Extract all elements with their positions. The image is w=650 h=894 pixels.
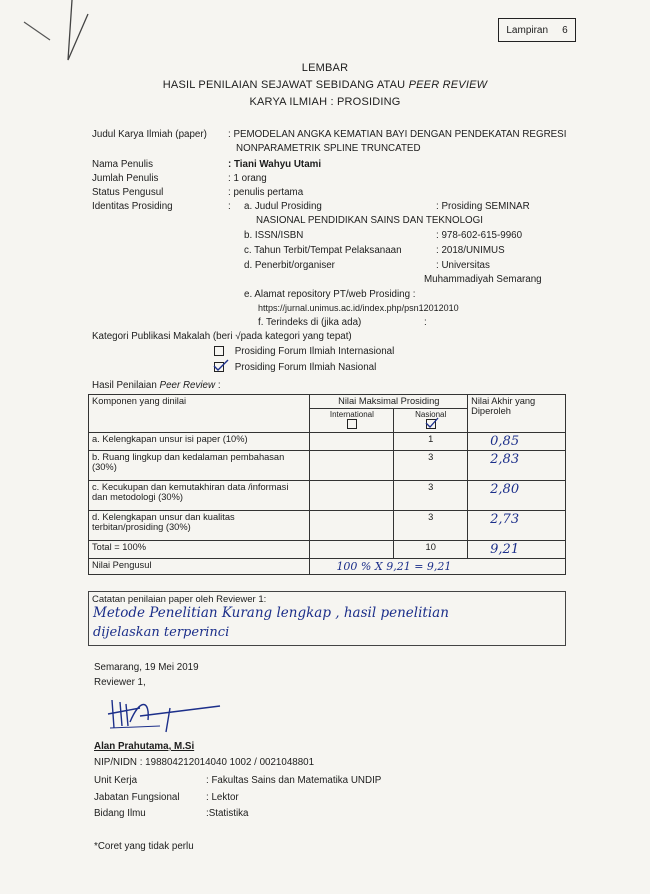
reviewer-nip: NIP/NIDN : 198804212014040 1002 / 0021048801: [94, 757, 315, 768]
jumlah-label: Jumlah Penulis: [92, 173, 159, 184]
judul-prosiding-label: a. Judul Prosiding: [244, 201, 322, 212]
header-nilai-akhir: Nilai Akhir yang Diperoleh: [468, 395, 566, 433]
check-icon: [425, 417, 439, 429]
row-nilai: 2,80: [468, 481, 566, 511]
row-nilai: 0,85: [468, 433, 566, 451]
signature: [100, 692, 240, 736]
kategori-opt1-label: Prosiding Forum Ilmiah Internasional: [234, 346, 395, 357]
table-pengusul-row: [89, 559, 566, 575]
row-max: 3: [394, 481, 468, 511]
pengusul-value: 100 % X 9,21 = 9,21: [310, 559, 566, 575]
jumlah-value: : 1 orang: [228, 173, 267, 184]
table-row: [89, 511, 566, 541]
table-row: [89, 481, 566, 511]
checkbox-table-international[interactable]: [347, 419, 357, 429]
hasil-label-colon: :: [217, 380, 221, 391]
footnote: *Coret yang tidak perlu: [94, 841, 194, 852]
judul-prosiding-value: : Prosiding SEMINAR: [436, 201, 530, 212]
header-international-label: International: [329, 410, 374, 419]
repository-url: https://jurnal.unimus.ac.id/index.php/psn12012010: [258, 303, 459, 313]
lampiran-box: [498, 18, 576, 42]
header-nasional: [394, 409, 468, 433]
row-max: 3: [394, 451, 468, 481]
title-hasil-text: HASIL PENILAIAN SEJAWAT SEBIDANG ATAU: [162, 79, 406, 91]
title-karya: KARYA ILMIAH : PROSIDING: [249, 96, 401, 108]
penerbit-label: d. Penerbit/organiser: [244, 260, 335, 271]
jabatan-value: : Lektor: [206, 792, 239, 803]
row-max: 3: [394, 511, 468, 541]
catatan-label: Catatan penilaian paper oleh Reviewer 1:: [92, 594, 267, 605]
reviewer-label: Reviewer 1,: [94, 677, 146, 688]
row-komponen: b. Ruang lingkup dan kedalaman pembahasan (30%): [89, 451, 310, 481]
penerbit-value: : Universitas: [436, 260, 490, 271]
identitas-colon: :: [228, 201, 231, 212]
table-header-row: [89, 395, 566, 409]
header-international: [310, 409, 394, 433]
header-komponen: Komponen yang dinilai: [89, 395, 310, 433]
unit-value: : Fakultas Sains dan Matematika UNDIP: [206, 775, 382, 786]
checkbox-international[interactable]: [214, 346, 224, 356]
catatan-line1: Metode Penelitian Kurang lengkap , hasil penelitian: [93, 605, 449, 621]
check-icon: [213, 359, 229, 373]
unit-label: Unit Kerja: [94, 775, 138, 786]
judul-label: Judul Karya Ilmiah (paper): [92, 129, 207, 140]
title-lembar: LEMBAR: [301, 62, 349, 74]
judul-value: : PEMODELAN ANGKA KEMATIAN BAYI DENGAN PENDEKATAN REGRESI: [228, 129, 567, 140]
total-international: [310, 541, 394, 559]
status-label: Status Pengusul: [92, 187, 164, 198]
place-date: Semarang, 19 Mei 2019: [94, 662, 199, 673]
header-nasional-label: Nasional: [415, 410, 447, 419]
total-label: Total = 100%: [89, 541, 310, 559]
penerbit-value-2: Muhammadiyah Semarang: [424, 274, 542, 285]
table-total-row: [89, 541, 566, 559]
header-nilai-max: Nilai Maksimal Prosiding: [310, 395, 468, 409]
row-max: 1: [394, 433, 468, 451]
issn-label: b. ISSN/ISBN: [244, 230, 304, 241]
total-max: 10: [394, 541, 468, 559]
status-value: : penulis pertama: [228, 187, 304, 198]
checkbox-table-nasional[interactable]: [426, 419, 436, 429]
lampiran-number: 6: [562, 24, 568, 36]
catatan-line2: dijelaskan terperinci: [93, 625, 230, 640]
identitas-label: Identitas Prosiding: [92, 201, 173, 212]
hasil-label-text: Hasil Penilaian: [92, 380, 157, 391]
row-nilai: 2,83: [468, 451, 566, 481]
hasil-label: [92, 380, 221, 391]
kategori-opt1: [214, 346, 394, 357]
row-international: [310, 481, 394, 511]
nama-label: Nama Penulis: [92, 159, 153, 170]
row-komponen: d. Kelengkapan unsur dan kualitas terbitan/prosiding (30%): [89, 511, 310, 541]
nama-value: : Tiani Wahyu Utami: [228, 159, 322, 170]
kategori-opt2-label: Prosiding Forum Ilmiah Nasional: [234, 362, 377, 373]
total-nilai: 9,21: [468, 541, 566, 559]
row-nilai: 2,73: [468, 511, 566, 541]
issn-value: : 978-602-615-9960: [436, 230, 523, 241]
checkbox-nasional[interactable]: [214, 362, 224, 372]
row-international: [310, 511, 394, 541]
lampiran-label: Lampiran: [506, 24, 549, 36]
kategori-opt2: [214, 362, 376, 373]
bidang-label: Bidang Ilmu: [94, 808, 146, 819]
judul-value-2: NONPARAMETRIK SPLINE TRUNCATED: [236, 143, 421, 154]
jabatan-label: Jabatan Fungsional: [94, 792, 180, 803]
reviewer-name: Alan Prahutama, M.Si: [94, 741, 195, 752]
row-komponen: a. Kelengkapan unsur isi paper (10%): [89, 433, 310, 451]
terindeks-label: f. Terindeks di (jika ada): [258, 317, 362, 328]
row-international: [310, 433, 394, 451]
hasil-label-italic: Peer Review: [159, 380, 216, 391]
pengusul-label: Nilai Pengusul: [89, 559, 310, 575]
catatan-box: [88, 591, 566, 646]
kategori-label: Kategori Publikasi Makalah (beri √pada kategori yang tepat): [92, 331, 352, 342]
table-row: [89, 433, 566, 451]
row-international: [310, 451, 394, 481]
title-hasil: [0, 79, 650, 91]
tahun-value: : 2018/UNIMUS: [436, 245, 505, 256]
score-table: [88, 394, 566, 575]
bidang-value: :Statistika: [206, 808, 249, 819]
title-peer-review: PEER REVIEW: [408, 79, 488, 91]
table-row: [89, 451, 566, 481]
repository-label: e. Alamat repository PT/web Prosiding :: [244, 289, 416, 300]
terindeks-value: :: [424, 317, 427, 328]
row-komponen: c. Kecukupan dan kemutakhiran data /informasi dan metodologi (30%): [89, 481, 310, 511]
tahun-label: c. Tahun Terbit/Tempat Pelaksanaan: [244, 245, 402, 256]
judul-prosiding-value-2: NASIONAL PENDIDIKAN SAINS DAN TEKNOLOGI: [256, 215, 484, 226]
